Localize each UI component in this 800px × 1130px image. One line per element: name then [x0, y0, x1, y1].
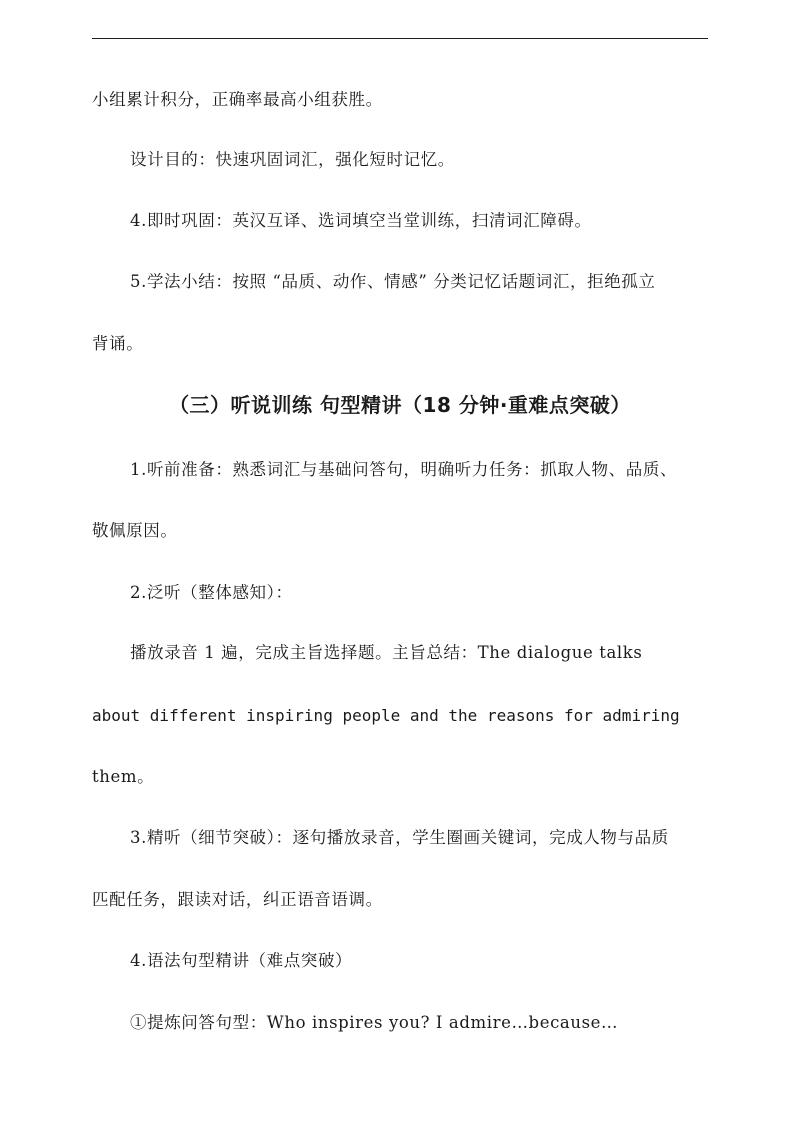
grammar-heading: 4.语法句型精讲（难点突破） — [130, 951, 353, 970]
header-rule — [92, 38, 708, 39]
section-heading: （三）听说训练 句型精讲（18 分钟·重难点突破） — [169, 393, 631, 417]
pre-listening-line-1: 1.听前准备：熟悉词汇与基础问答句，明确听力任务：抓取人物、品质、 — [130, 460, 678, 479]
intensive-listening-line-2: 匹配任务，跟读对话，纠正语音语调。 — [92, 890, 383, 909]
consolidation-paragraph: 4.即时巩固：英汉互译、选词填空当堂训练，扫清词汇障碍。 — [130, 211, 592, 230]
paragraph-continuation: 小组累计积分，正确率最高小组获胜。 — [92, 90, 383, 109]
pre-listening-line-2: 敬佩原因。 — [92, 521, 178, 540]
extensive-listening-line-2: about different inspiring people and the reasons for admiring — [92, 706, 680, 725]
sentence-pattern-item: ①提炼问答句型：Who inspires you? I admire…because… — [130, 1013, 619, 1032]
method-summary-line-1: 5.学法小结：按照 “品质、动作、情感” 分类记忆话题词汇，拒绝孤立 — [130, 272, 656, 291]
method-summary-line-2: 背诵。 — [92, 334, 144, 353]
intensive-listening-line-1: 3.精听（细节突破）：逐句播放录音，学生圈画关键词，完成人物与品质 — [130, 828, 669, 847]
extensive-listening-heading: 2.泛听（整体感知）： — [130, 583, 293, 602]
extensive-listening-line-3: them。 — [92, 767, 155, 786]
extensive-listening-line-1: 播放录音 1 遍，完成主旨选择题。主旨总结：The dialogue talks — [130, 643, 643, 662]
design-purpose-paragraph: 设计目的：快速巩固词汇，强化短时记忆。 — [130, 150, 455, 169]
